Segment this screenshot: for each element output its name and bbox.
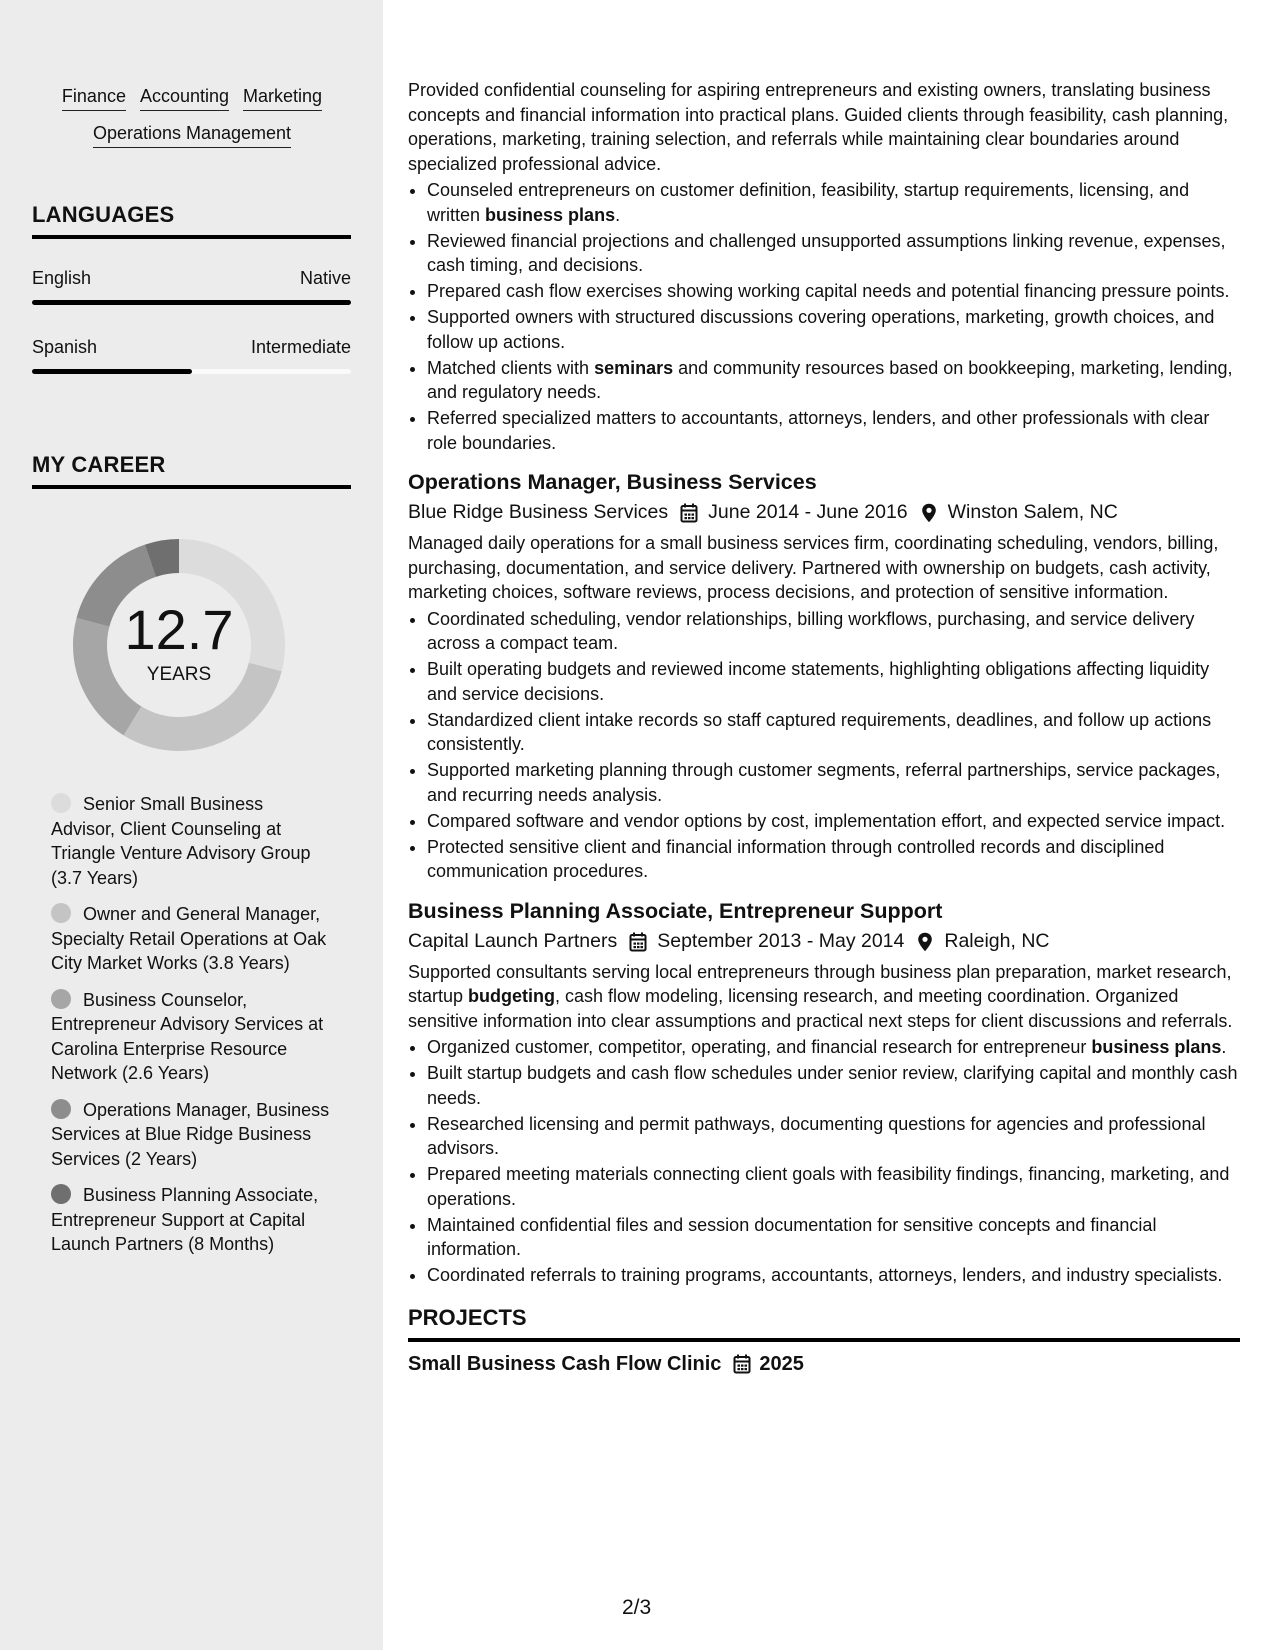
donut-center <box>62 528 296 762</box>
skills-list <box>32 86 352 160</box>
bullet-item <box>427 1061 1240 1110</box>
job-title: Business Planning Associate, Entrepreneur Support <box>408 898 943 923</box>
bullet-text: Counseled entrepreneurs on customer definition, feasibility, startup requirements, licensing, and written <box>427 180 1190 225</box>
location-pin-icon <box>916 931 934 951</box>
sidebar <box>0 0 383 1650</box>
language-proficiency-fill <box>32 369 192 374</box>
bullet-bold-text: business plans <box>485 204 616 225</box>
bullet-text: Compared software and vendor options by cost, implementation effort, and expected service impact. <box>427 810 1226 831</box>
summary-text: , cash flow modeling, licensing research, and meeting coordination. Organized sensitive information into clear assumptions and practical next steps for client discussions and referrals. <box>408 986 1233 1031</box>
project-entry <box>408 1352 1240 1377</box>
language-proficiency-bar <box>32 369 351 374</box>
legend-label: Owner and General Manager, Specialty Retail Operations at Oak City Market Works (3.8 Years) <box>51 904 327 973</box>
job-dates: June 2014 - June 2016 <box>708 501 908 523</box>
bullet-item <box>427 708 1240 757</box>
bullet-text: . <box>1221 1037 1227 1057</box>
career-total-years: 12.7 <box>124 598 234 661</box>
legend-dot <box>51 1099 71 1119</box>
job-bullet-list <box>408 607 1240 884</box>
job-title: Operations Manager, Business Services <box>408 470 817 494</box>
career-total-unit: YEARS <box>146 664 212 685</box>
language-proficiency-fill <box>32 300 351 305</box>
job-company: Blue Ridge Business Services <box>408 501 669 523</box>
bullet-item <box>427 1213 1240 1262</box>
intro-bullet-list <box>408 178 1240 455</box>
bullet-text: Prepared meeting materials connecting client goals with feasibility findings, financing, marketing, and operations. <box>427 1164 1230 1209</box>
skill-tag: Operations Management <box>93 123 291 148</box>
job-entry <box>408 896 1240 1288</box>
languages-heading: LANGUAGES <box>32 202 351 239</box>
bullet-item <box>427 835 1240 884</box>
legend-dot <box>51 903 71 923</box>
bullet-text: Built operating budgets and reviewed income statements, highlighting obligations affecting liquidity and service decisions. <box>427 659 1210 704</box>
bullet-text: Researched licensing and permit pathways, documenting questions for agencies and professional advisors. <box>427 1113 1206 1158</box>
bullet-text: Matched clients with <box>427 357 595 378</box>
skill-tag: Accounting <box>140 86 229 111</box>
legend-label: Business Planning Associate, Entrepreneur Support at Capital Launch Partners (8 Months) <box>51 1185 319 1254</box>
bullet-item <box>427 657 1240 706</box>
legend-label: Senior Small Business Advisor, Client Counseling at Triangle Venture Advisory Group (3.7 Years) <box>51 794 311 888</box>
skill-tag: Finance <box>62 86 126 111</box>
language-name: English <box>32 268 92 288</box>
calendar-icon <box>733 1354 751 1374</box>
legend-dot <box>51 1184 71 1204</box>
main-content <box>408 78 1240 1377</box>
bullet-item <box>427 279 1240 304</box>
page-number: 2/3 <box>622 1596 652 1619</box>
summary-bold-text: budgeting <box>468 986 556 1006</box>
bullet-item <box>427 178 1240 227</box>
legend-dot <box>51 989 71 1009</box>
bullet-text: Supported marketing planning through customer segments, referral partnerships, service packages, and recurring needs analysis. <box>427 760 1221 805</box>
career-legend-item <box>51 988 331 1086</box>
bullet-item <box>427 406 1240 455</box>
bullet-text: Referred specialized matters to accountants, attorneys, lenders, and other professionals with clear role boundaries. <box>427 408 1210 453</box>
job-entry <box>408 467 1240 884</box>
career-heading: MY CAREER <box>32 452 351 489</box>
job-bullet-list <box>408 1035 1240 1288</box>
summary-text: Supported consultants serving local entrepreneurs through business plan preparation, market research, startup <box>408 961 1232 1006</box>
career-legend <box>51 792 331 1269</box>
job-dates: September 2013 - May 2014 <box>657 929 905 952</box>
job-company: Capital Launch Partners <box>408 929 618 952</box>
legend-label: Operations Manager, Business Services at Blue Ridge Business Services (2 Years) <box>51 1099 330 1169</box>
legend-dot <box>51 793 71 813</box>
bullet-text: Standardized client intake records so staff captured requirements, deadlines, and follow up actions consistently. <box>427 709 1212 754</box>
language-level: Intermediate <box>250 337 351 357</box>
language-proficiency-bar <box>32 300 351 305</box>
bullet-text: Coordinated referrals to training programs, accountants, attorneys, lenders, and industry specialists. <box>427 1265 1223 1285</box>
bullet-text: Protected sensitive client and financial information through controlled records and disciplined communication procedures. <box>427 836 1165 881</box>
legend-label: Business Counselor, Entrepreneur Advisory Services at Carolina Enterprise Resource Network (2.6 Years) <box>51 989 324 1083</box>
bullet-item <box>427 1035 1240 1060</box>
bullet-text: Reviewed financial projections and challenged unsupported assumptions linking revenue, expenses, cash timing, and decisions. <box>427 230 1226 275</box>
project-name: Small Business Cash Flow Clinic <box>408 1353 722 1375</box>
career-legend-item <box>51 792 331 890</box>
job-summary <box>408 960 1240 1034</box>
bullet-text: Coordinated scheduling, vendor relationships, billing workflows, purchasing, and service delivery across a compact team. <box>427 608 1195 653</box>
career-legend-item <box>51 1183 331 1257</box>
bullet-item <box>427 356 1240 405</box>
career-legend-item <box>51 902 331 976</box>
bullet-bold-text: business plans <box>1091 1037 1222 1057</box>
career-donut-chart <box>62 528 296 762</box>
language-level: Native <box>299 268 351 288</box>
bullet-item <box>427 607 1240 656</box>
job-location: Winston Salem, NC <box>947 501 1118 523</box>
career-legend-item <box>51 1098 331 1172</box>
job-meta <box>408 926 1240 956</box>
calendar-icon <box>680 502 698 522</box>
bullet-text: Prepared cash flow exercises showing working capital needs and potential financing pressure points. <box>427 281 1230 301</box>
location-pin-icon <box>920 502 938 522</box>
bullet-item <box>427 229 1240 278</box>
projects-heading: PROJECTS <box>408 1306 1240 1343</box>
bullet-text: Organized customer, competitor, operating, and financial research for entrepreneur <box>427 1037 1092 1057</box>
project-year: 2025 <box>759 1353 804 1375</box>
skill-tag: Marketing <box>243 86 322 111</box>
job-summary: Managed daily operations for a small business services firm, coordinating scheduling, vendors, billing, purchasing, documentation, and service delivery. Partnered with ownership on budgets, cash activity, marketing choices, software reviews, process decisions, and protection of sensitive information. <box>408 533 1219 602</box>
language-name: Spanish <box>32 337 98 357</box>
bullet-item <box>427 1263 1240 1288</box>
job-location: Raleigh, NC <box>944 929 1050 952</box>
bullet-item <box>427 758 1240 807</box>
bullet-item <box>427 809 1240 834</box>
bullet-text: . <box>615 204 621 225</box>
bullet-item <box>427 305 1240 354</box>
job-meta <box>408 497 1240 527</box>
bullet-item <box>427 1162 1240 1211</box>
bullet-text: Supported owners with structured discussions covering operations, marketing, growth choices, and follow up actions. <box>427 307 1215 352</box>
bullet-bold-text: seminars <box>594 357 674 378</box>
bullet-item <box>427 1112 1240 1161</box>
intro-summary: Provided confidential counseling for aspiring entrepreneurs and existing owners, translating business concepts and financial information into practical plans. Guided clients through feasibility, cash planning, operations, marketing, training selection, and referrals while maintaining clear boundaries around specialized professional advice. <box>408 80 1229 174</box>
bullet-text: and community resources based on bookkeeping, marketing, lending, and regulatory needs. <box>427 357 1233 402</box>
calendar-icon <box>629 931 647 951</box>
bullet-text: Maintained confidential files and session documentation for sensitive concepts and financial information. <box>427 1214 1157 1259</box>
bullet-text: Built startup budgets and cash flow schedules under senior review, clarifying capital and monthly cash needs. <box>427 1063 1238 1108</box>
